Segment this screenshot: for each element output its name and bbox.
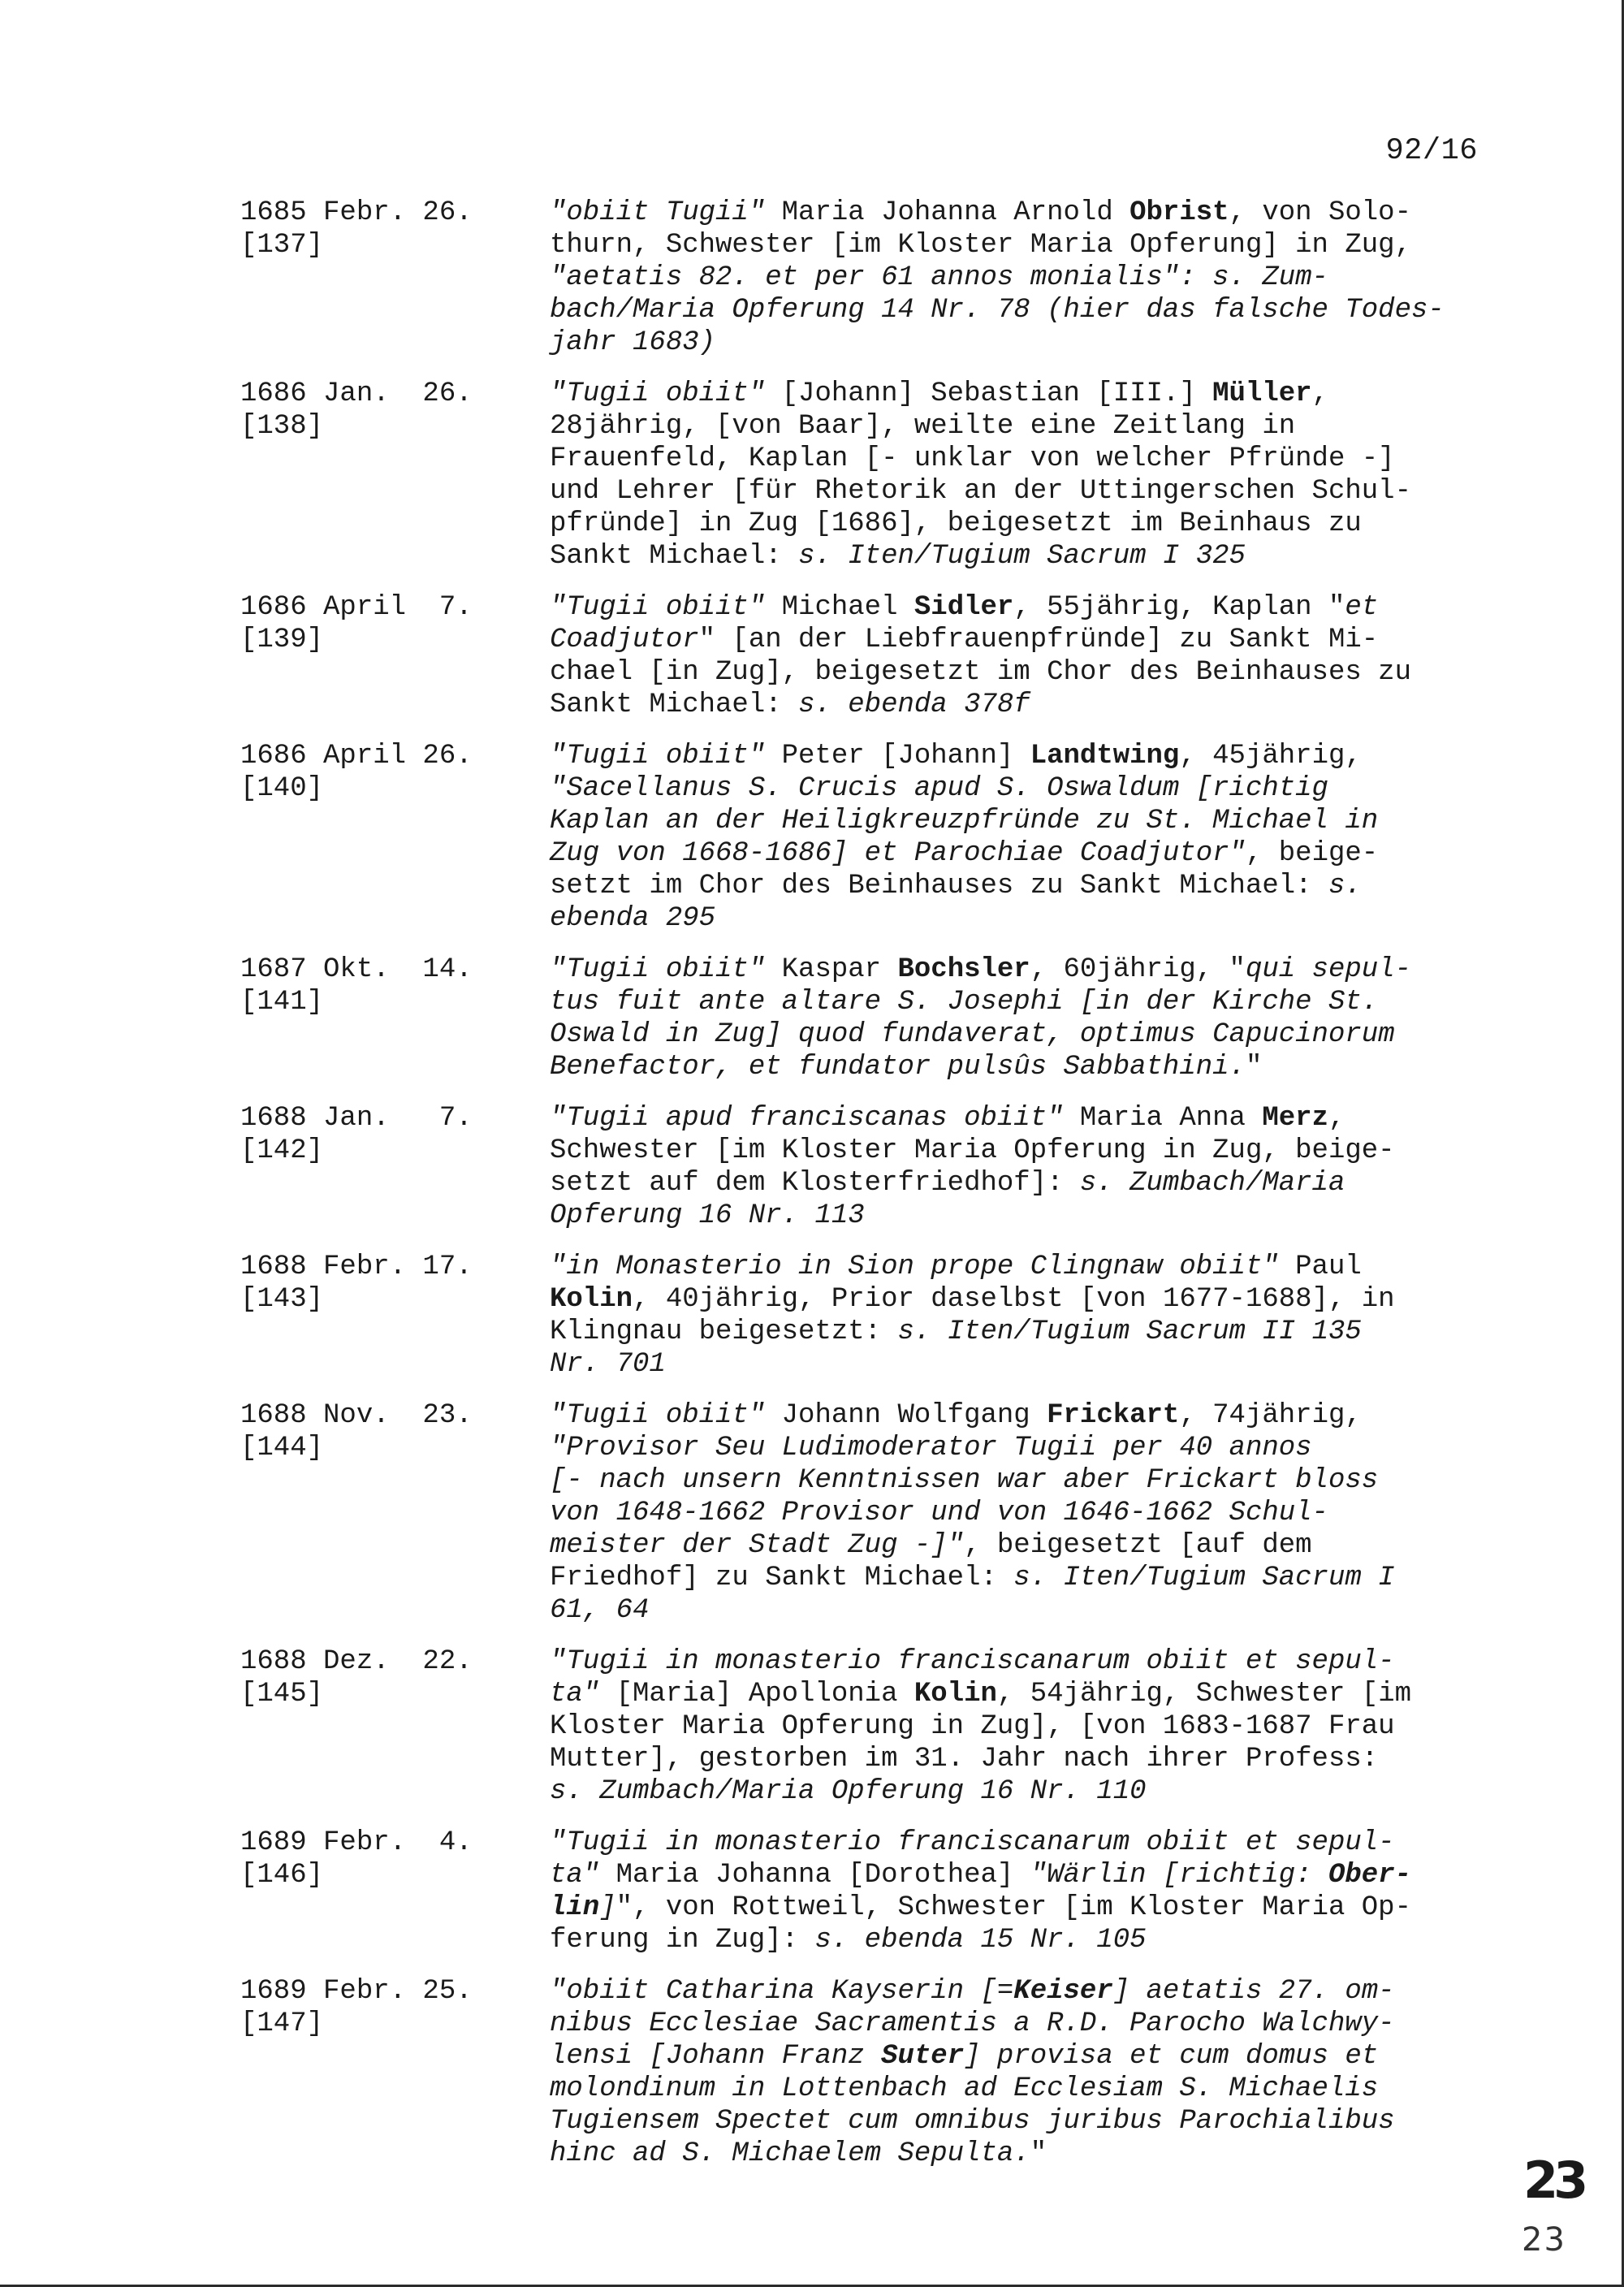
text-segment: Sankt Michael: (550, 690, 799, 720)
latin-quote: s. ebenda 15 Nr. 105 (814, 1925, 1147, 1956)
entry-date: 1688 Jan. 7. (240, 1103, 473, 1134)
text-segment: Schwester [im Kloster Maria Opferung in Zug, beige- (550, 1135, 1395, 1166)
entry-number: [138] (240, 411, 324, 442)
list-item (240, 1251, 1475, 1381)
entry-date: 1689 Febr. 25. (240, 1976, 473, 2007)
latin-quote: et (1345, 592, 1379, 623)
latin-quote: ] (599, 1892, 616, 1923)
latin-quote: bach/Maria Opferung 14 Nr. 78 (hier das falsche Todes- (550, 295, 1445, 326)
entry-date: 1689 Febr. 4. (240, 1827, 473, 1858)
text-segment: pfründe] in Zug [1686], beigesetzt im Beinhaus zu (550, 508, 1362, 539)
latin-quote: s. (1328, 871, 1362, 901)
latin-quote: von 1648-1662 Provisor und von 1646-1662 Schul- (550, 1498, 1328, 1528)
entry-meta (240, 591, 500, 656)
list-item (240, 1399, 1475, 1627)
entry-number: [142] (240, 1135, 324, 1166)
entry-text (550, 378, 1475, 573)
text-segment: Johann Wolfgang (765, 1400, 1047, 1431)
entry-meta (240, 1827, 500, 1891)
entry-meta (240, 1251, 500, 1316)
latin-quote: "Tugii obiit" (550, 954, 766, 985)
latin-quote: s. Iten/Tugium Sacrum II 135 (897, 1316, 1362, 1347)
entry-meta (240, 1645, 500, 1710)
surname: Kolin (914, 1679, 997, 1710)
text-segment: thurn, Schwester [im Kloster Maria Opferung] in Zug, (550, 230, 1411, 261)
entry-number: [141] (240, 987, 324, 1018)
text-segment: Kloster Maria Opferung in Zug], [von 1683-1687 Frau (550, 1711, 1395, 1742)
text-segment: Paul (1278, 1252, 1362, 1282)
latin-quote: Zug von 1668-1686] et Parochiae Coadjutor" (550, 838, 1246, 869)
text-segment: , beigesetzt [auf dem (964, 1530, 1312, 1561)
entry-number: [140] (240, 773, 324, 804)
entry-meta (240, 953, 500, 1018)
latin-quote: "Sacellanus S. Crucis apud S. Oswaldum [richtig (550, 773, 1328, 804)
latin-quote: ] provisa et cum domus et (964, 2041, 1379, 2072)
entry-text (550, 591, 1475, 721)
list-item (240, 1102, 1475, 1232)
latin-quote: Opferung 16 Nr. 113 (550, 1200, 865, 1231)
latin-quote: s. Iten/Tugium Sacrum I 325 (798, 541, 1246, 572)
surname: Sidler (914, 592, 1014, 623)
surname: Merz (1262, 1103, 1328, 1134)
list-item (240, 1645, 1475, 1808)
entry-date: 1688 Dez. 22. (240, 1646, 473, 1677)
page-number: 92/16 (1385, 134, 1478, 168)
text-segment: " (1030, 2138, 1047, 2169)
latin-quote: "aetatis 82. et per 61 annos monialis": s. Zum- (550, 262, 1328, 293)
latin-quote: s. Zumbach/Maria Opferung 16 Nr. 110 (550, 1776, 1147, 1807)
latin-quote: lensi [Johann Franz (550, 2041, 882, 2072)
text-segment: ferung in Zug]: (550, 1925, 815, 1956)
latin-quote: Nr. 701 (550, 1349, 666, 1380)
latin-quote: "Provisor Seu Ludimoderator Tugii per 40 annos (550, 1433, 1312, 1463)
text-segment: , beige- (1245, 838, 1379, 869)
text-segment: Friedhof] zu Sankt Michael: (550, 1563, 1014, 1593)
text-segment: [Maria] Apollonia (599, 1679, 914, 1710)
entry-text (550, 1645, 1475, 1808)
entry-text (550, 1102, 1475, 1232)
latin-quote: "obiit Tugii" (550, 197, 766, 228)
latin-quote: ebenda 295 (550, 903, 716, 934)
surname: Ober- (1328, 1860, 1412, 1891)
text-segment: Maria Anna (1063, 1103, 1263, 1134)
entry-text (550, 1251, 1475, 1381)
latin-quote: "in Monasterio in Sion prope Clingnaw obiit" (550, 1252, 1279, 1282)
text-segment: Mutter], gestorben im 31. Jahr nach ihrer Profess: (550, 1744, 1379, 1775)
latin-quote: s. Iten/Tugium Sacrum I (1013, 1563, 1395, 1593)
text-segment: und Lehrer [für Rhetorik an der Uttingerschen Schul- (550, 476, 1411, 507)
entry-number: [137] (240, 230, 324, 261)
entry-date: 1686 April 26. (240, 741, 473, 772)
entry-date: 1686 April 7. (240, 592, 473, 623)
text-segment: , (1311, 378, 1328, 409)
entry-text (550, 740, 1475, 935)
entry-number: [139] (240, 625, 324, 655)
text-segment: chael [in Zug], beigesetzt im Chor des Beinhauses zu (550, 657, 1411, 688)
entry-text (550, 197, 1475, 359)
text-segment: , 40jährig, Prior daselbst [von 1677-1688], in (633, 1284, 1395, 1315)
entry-text (550, 1975, 1475, 2170)
latin-quote: "Tugii in monasterio franciscanarum obiit et sepul- (550, 1646, 1395, 1677)
text-segment: , 74jährig, (1179, 1400, 1362, 1431)
text-segment: Klingnau beigesetzt: (550, 1316, 898, 1347)
latin-quote: Benefactor, et fundator pulsûs Sabbathini. (550, 1052, 1246, 1083)
surname: Bochsler (897, 954, 1030, 985)
latin-quote: Kaplan an der Heiligkreuzpfründe zu St. Michael in (550, 806, 1379, 837)
surname: Frickart (1047, 1400, 1180, 1431)
entry-date: 1686 Jan. 26. (240, 378, 473, 409)
text-segment: , 54jährig, Schwester [im (996, 1679, 1412, 1710)
text-segment: Maria Johanna [Dorothea] (599, 1860, 1030, 1891)
text-segment: , 60jährig, " (1030, 954, 1246, 985)
latin-quote: jahr 1683) (550, 327, 716, 358)
latin-quote: Oswald in Zug] quod fundaverat, optimus Capucinorum (550, 1019, 1395, 1050)
entry-number: [145] (240, 1679, 324, 1710)
entry-date: 1688 Nov. 23. (240, 1400, 473, 1431)
surname: Keiser (1013, 1976, 1113, 2007)
list-item (240, 591, 1475, 721)
latin-quote: "obiit Catharina Kayserin [= (550, 1976, 1014, 2007)
latin-quote: "Tugii obiit" (550, 592, 766, 623)
surname: Müller (1212, 378, 1312, 409)
latin-quote: ta" (550, 1679, 600, 1710)
entry-meta (240, 1975, 500, 2040)
text-segment: , (1328, 1103, 1345, 1134)
latin-quote: ] aetatis 27. om- (1112, 1976, 1395, 2007)
text-segment: [Johann] Sebastian [III.] (765, 378, 1213, 409)
entry-meta (240, 1399, 500, 1464)
latin-quote: "Tugii apud franciscanas obiit" (550, 1103, 1064, 1134)
surname: Suter (881, 2041, 965, 2072)
latin-quote: ta" (550, 1860, 600, 1891)
latin-quote: Coadjutor (550, 625, 699, 655)
text-segment: Michael (765, 592, 914, 623)
surname: Landtwing (1030, 741, 1180, 772)
latin-quote: s. Zumbach/Maria (1079, 1168, 1345, 1199)
text-segment: Maria Johanna Arnold (765, 197, 1130, 228)
text-segment: , 55jährig, Kaplan " (1013, 592, 1345, 623)
latin-quote: molondinum in Lottenbach ad Ecclesiam S. Michaelis (550, 2073, 1379, 2104)
latin-quote: "Tugii in monasterio franciscanarum obiit et sepul- (550, 1827, 1395, 1858)
latin-quote: Tugiensem Spectet cum omnibus juribus Parochialibus (550, 2106, 1395, 2137)
entry-date: 1687 Okt. 14. (240, 954, 473, 985)
entry-number: [143] (240, 1284, 324, 1315)
latin-quote: nibus Ecclesiae Sacramentis a R.D. Parocho Walchwy- (550, 2008, 1395, 2039)
latin-quote: hinc ad S. Michaelem Sepulta. (550, 2138, 1030, 2169)
text-segment: Sankt Michael: (550, 541, 799, 572)
entry-meta (240, 197, 500, 262)
list-item (240, 197, 1475, 359)
entry-number: [144] (240, 1433, 324, 1463)
entry-meta (240, 740, 500, 805)
text-segment: ", von Rottweil, Schwester [im Kloster Maria Op- (615, 1892, 1411, 1923)
entry-date: 1688 Febr. 17. (240, 1252, 473, 1282)
list-item (240, 1975, 1475, 2170)
entry-text (550, 953, 1475, 1083)
text-segment: " [an der Liebfrauenpfründe] zu Sankt Mi- (698, 625, 1379, 655)
entry-date: 1685 Febr. 26. (240, 197, 473, 228)
text-segment: Frauenfeld, Kaplan [- unklar von welcher Pfründe -] (550, 443, 1395, 474)
entry-number: [146] (240, 1860, 324, 1891)
latin-quote: [- nach unsern Kenntnissen war aber Frickart bloss (550, 1465, 1379, 1496)
entry-meta (240, 1102, 500, 1167)
text-segment: 28jährig, [von Baar], weilte eine Zeitlang in (550, 411, 1296, 442)
text-segment: Kaspar (765, 954, 898, 985)
latin-quote: "Tugii obiit" (550, 1400, 766, 1431)
list-item (240, 740, 1475, 935)
text-segment: Peter [Johann] (765, 741, 1030, 772)
latin-quote: s. ebenda 378f (798, 690, 1030, 720)
handwritten-page-number: 23 (1523, 2151, 1584, 2210)
entry-meta (240, 378, 500, 443)
latin-quote: tus fuit ante altare S. Josephi [in der Kirche St. (550, 987, 1379, 1018)
latin-quote: 61, 64 (550, 1595, 650, 1626)
list-item (240, 1827, 1475, 1956)
surname: Kolin (550, 1284, 633, 1315)
latin-quote: "Tugii obiit" (550, 741, 766, 772)
latin-quote: "Tugii obiit" (550, 378, 766, 409)
latin-quote: meister der Stadt Zug -]" (550, 1530, 965, 1561)
entry-list (240, 197, 1475, 2189)
latin-quote: qui sepul- (1245, 954, 1412, 985)
entry-text (550, 1399, 1475, 1627)
list-item (240, 953, 1475, 1083)
text-segment: , 45jährig, (1179, 741, 1362, 772)
text-segment: setzt im Chor des Beinhauses zu Sankt Michael: (550, 871, 1328, 901)
text-segment: " (1245, 1052, 1263, 1083)
text-segment: , von Solo- (1229, 197, 1411, 228)
list-item (240, 378, 1475, 573)
surname: lin (550, 1892, 600, 1923)
entry-text (550, 1827, 1475, 1956)
surname: Obrist (1129, 197, 1229, 228)
pencil-page-number: 23 (1522, 2221, 1566, 2259)
text-segment: setzt auf dem Klosterfriedhof]: (550, 1168, 1080, 1199)
entry-number: [147] (240, 2008, 324, 2039)
latin-quote: "Wärlin [richtig: (1030, 1860, 1328, 1891)
